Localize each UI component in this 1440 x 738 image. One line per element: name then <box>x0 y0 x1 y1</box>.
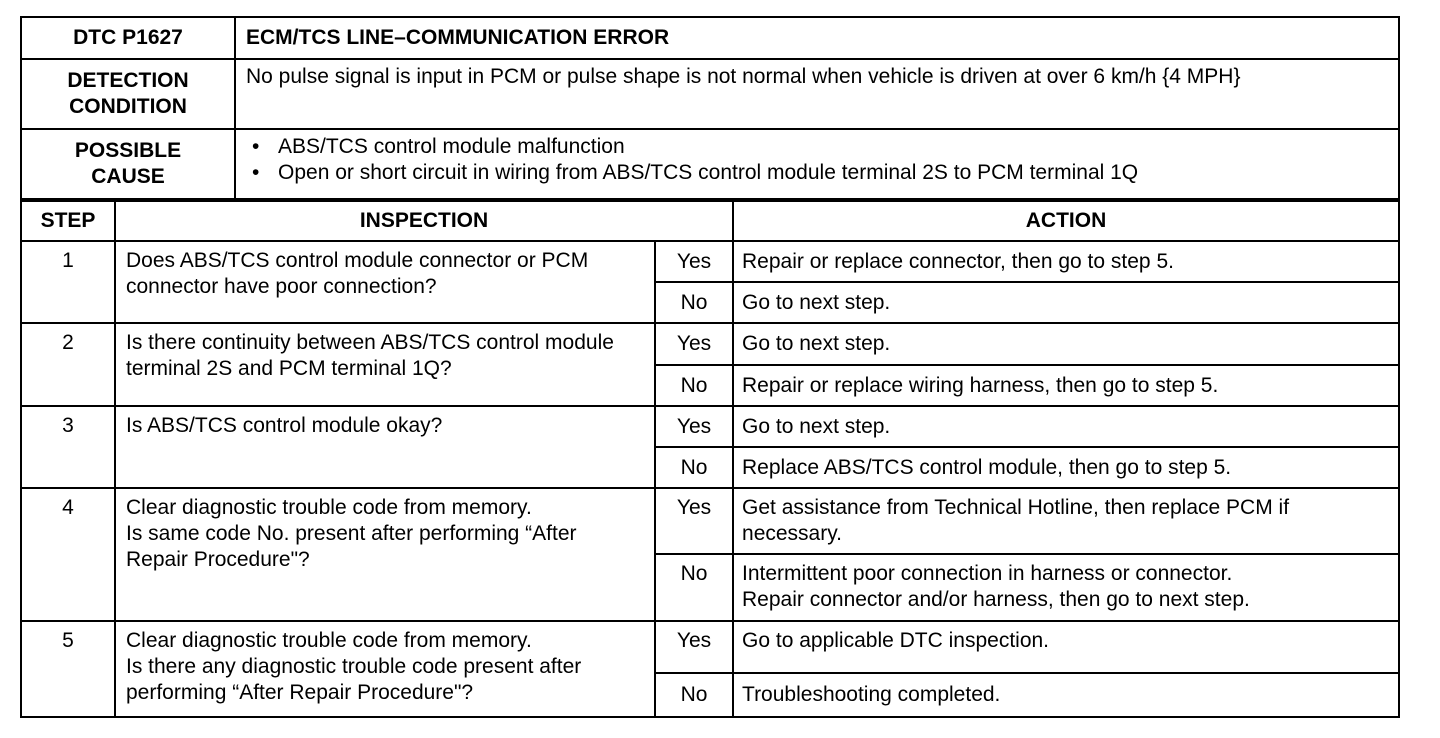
no-action: Troubleshooting completed. <box>733 673 1399 717</box>
step-column-header: STEP <box>21 201 115 241</box>
inspection-question: Is there continuity between ABS/TCS control module terminal 2S and PCM terminal 1Q? <box>115 323 655 406</box>
no-label: No <box>655 554 733 621</box>
detection-label-line2: CONDITION <box>69 95 187 118</box>
inspection-question: Is ABS/TCS control module okay? <box>115 406 655 488</box>
yes-action: Repair or replace connector, then go to step 5. <box>733 241 1399 282</box>
cause-label-line1: POSSIBLE <box>74 139 182 162</box>
detection-label-line1: DETECTION <box>67 69 189 92</box>
cause-label <box>21 129 235 199</box>
cause-label-line2: CAUSE <box>91 165 165 188</box>
inspection-question: Does ABS/TCS control module connector or PCM connector have poor connection? <box>115 241 655 323</box>
yes-action: Get assistance from Technical Hotline, then replace PCM if necessary. <box>733 488 1399 554</box>
step-number: 1 <box>21 241 115 323</box>
dtc-title-row <box>21 17 1399 59</box>
dtc-document <box>20 16 1398 716</box>
table-row <box>21 621 1399 673</box>
inspection-steps-table <box>20 200 1400 718</box>
no-action: Go to next step. <box>733 282 1399 323</box>
detection-row <box>21 59 1399 129</box>
yes-label: Yes <box>655 621 733 673</box>
cause-item: • ABS/TCS control module malfunction <box>246 134 1388 160</box>
table-row <box>21 241 1399 282</box>
detection-label <box>21 59 235 129</box>
inspection-column-header: INSPECTION <box>115 201 733 241</box>
dtc-code: DTC P1627 <box>21 17 235 59</box>
yes-action: Go to next step. <box>733 406 1399 447</box>
possible-cause-list <box>246 134 1388 186</box>
yes-action: Go to next step. <box>733 323 1399 365</box>
no-label: No <box>655 365 733 406</box>
no-action: Replace ABS/TCS control module, then go to step 5. <box>733 447 1399 488</box>
inspection-question-line: Is same code No. present after performing “After Repair Procedure"? <box>126 522 577 571</box>
yes-label: Yes <box>655 241 733 282</box>
table-row <box>21 323 1399 365</box>
column-header-row <box>21 201 1399 241</box>
dtc-title: ECM/TCS LINE–COMMUNICATION ERROR <box>235 17 1399 59</box>
no-label: No <box>655 673 733 717</box>
dtc-header-table <box>20 16 1400 200</box>
no-label: No <box>655 447 733 488</box>
yes-action: Go to applicable DTC inspection. <box>733 621 1399 673</box>
possible-cause-row <box>21 129 1399 199</box>
no-action <box>733 554 1399 621</box>
step-number: 5 <box>21 621 115 717</box>
no-action-line: Repair connector and/or harness, then go to next step. <box>742 588 1250 611</box>
table-row <box>21 406 1399 447</box>
no-action-line: Intermittent poor connection in harness or connector. <box>742 562 1233 585</box>
step-number: 2 <box>21 323 115 406</box>
step-number: 4 <box>21 488 115 621</box>
inspection-question-line: Clear diagnostic trouble code from memory. <box>126 496 532 519</box>
action-column-header: ACTION <box>733 201 1399 241</box>
cause-item: • Open or short circuit in wiring from ABS/TCS control module terminal 2S to PCM terminal 1Q <box>246 160 1388 186</box>
no-action: Repair or replace wiring harness, then go to step 5. <box>733 365 1399 406</box>
inspection-question-line: Is there any diagnostic trouble code present after performing “After Repair Procedure"? <box>126 655 582 704</box>
table-row <box>21 488 1399 554</box>
inspection-question-line: Clear diagnostic trouble code from memory. <box>126 629 532 652</box>
possible-cause-list-cell <box>235 129 1399 199</box>
detection-condition-text: No pulse signal is input in PCM or pulse shape is not normal when vehicle is driven at over 6 km/h {4 MPH} <box>235 59 1399 129</box>
yes-label: Yes <box>655 488 733 554</box>
step-number: 3 <box>21 406 115 488</box>
yes-label: Yes <box>655 406 733 447</box>
yes-label: Yes <box>655 323 733 365</box>
no-label: No <box>655 282 733 323</box>
inspection-question <box>115 488 655 621</box>
inspection-question <box>115 621 655 717</box>
